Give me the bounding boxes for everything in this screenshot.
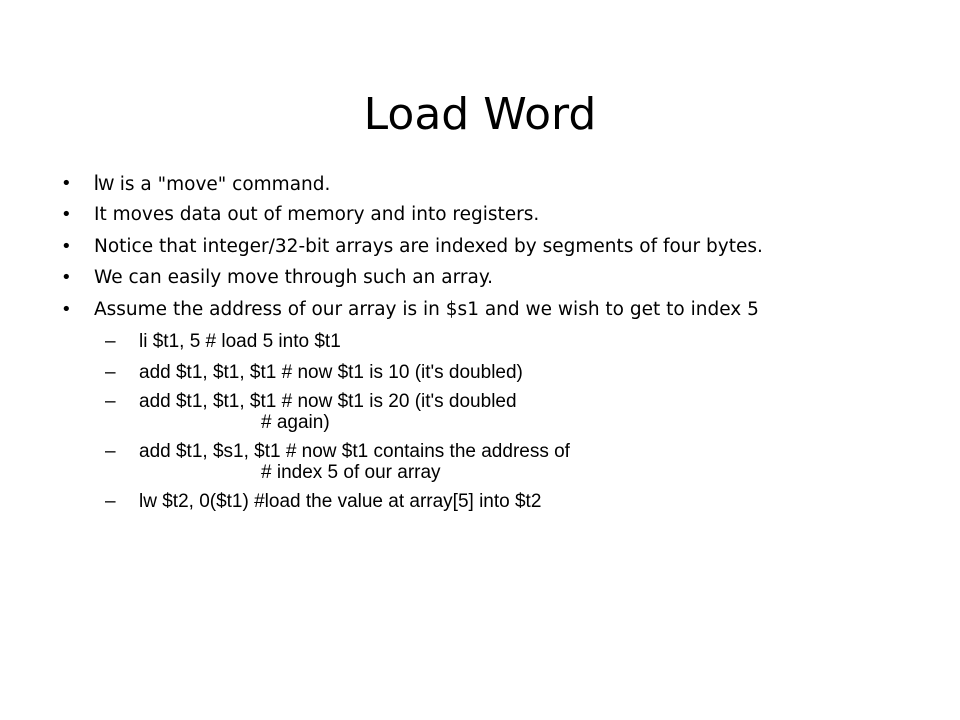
bullet-item — [61, 203, 540, 227]
bullet-item — [61, 235, 763, 259]
code-line-continuation: # again) — [261, 412, 330, 433]
sub-bullet-item — [105, 391, 517, 433]
code-line: add $t1, $t1, $t1 # now $t1 is 10 (it's doubled) — [139, 362, 523, 383]
sub-bullet-item — [105, 362, 523, 383]
dash-icon: – — [105, 362, 116, 383]
lw-keyword: lw — [94, 172, 114, 195]
bullet-item — [61, 298, 759, 322]
sub-bullet-item — [105, 441, 570, 483]
sub-bullet-item — [105, 491, 542, 512]
bullet-dot-icon: • — [61, 299, 72, 320]
bullet-dot-icon: • — [61, 267, 72, 288]
dash-icon: – — [105, 491, 116, 512]
dash-icon: – — [105, 391, 116, 412]
bullet-text: Notice that integer/32-bit arrays are indexed by segments of four bytes. — [94, 236, 763, 257]
bullet-text: We can easily move through such an array. — [94, 267, 494, 288]
bullet-item — [61, 172, 331, 197]
bullet-dot-icon: • — [61, 173, 72, 194]
code-line: add $t1, $s1, $t1 # now $t1 contains the address of — [139, 441, 570, 462]
bullet-text: Assume the address of our array is in $s1 and we wish to get to index 5 — [94, 299, 759, 320]
dash-icon: – — [105, 331, 116, 352]
bullet-dot-icon: • — [61, 204, 72, 225]
code-line: li $t1, 5 # load 5 into $t1 — [139, 331, 341, 352]
code-line-continuation: # index 5 of our array — [261, 462, 441, 483]
bullet-text: It moves data out of memory and into registers. — [94, 204, 540, 225]
bullet-item — [61, 266, 494, 290]
dash-icon: – — [105, 441, 116, 462]
code-line: add $t1, $t1, $t1 # now $t1 is 20 (it's doubled — [139, 391, 517, 412]
code-line: lw $t2, 0($t1) #load the value at array[5] into $t2 — [139, 491, 542, 512]
slide-title: Load Word — [363, 89, 597, 141]
sub-bullet-item — [105, 331, 341, 352]
bullet-dot-icon: • — [61, 236, 72, 257]
bullet-text: is a "move" command. — [113, 174, 331, 195]
